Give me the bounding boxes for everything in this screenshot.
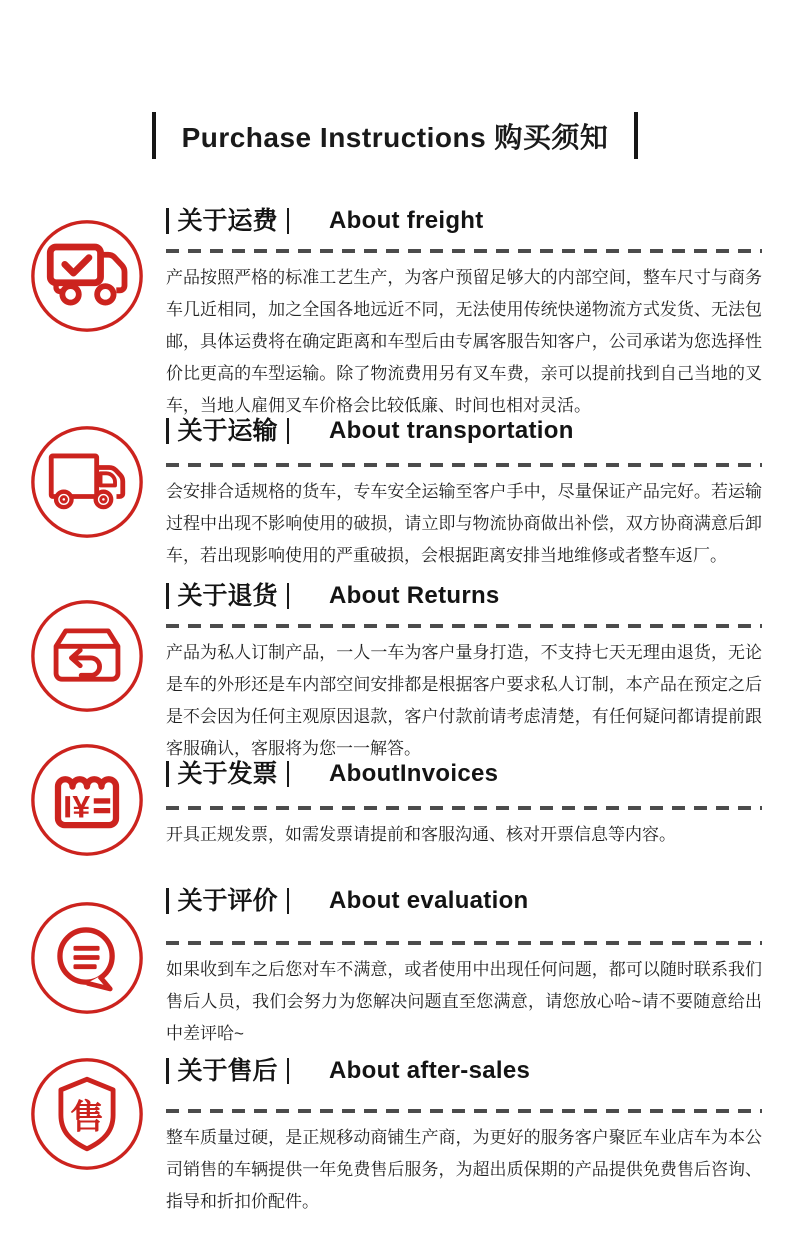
section-invoices	[0, 758, 790, 851]
dashed-divider	[166, 806, 762, 810]
title-left-bar	[166, 1058, 169, 1084]
title-left-bar	[166, 208, 169, 234]
title-right-bar	[287, 583, 290, 609]
dashed-divider	[166, 1109, 762, 1113]
shou-glyph: 售	[70, 1098, 104, 1137]
section-body-freight: 产品按照严格的标准工艺生产，为客户预留足够大的内部空间，整车尺寸与商务车几近相同，加之全国各地远近不同，无法使用传统快递物流方式发货、无法包邮，具体运费将在确定距离和车型后由专属客服告知客户，公司承诺为您选择性价比更高的车型运输。除了物流费用另有叉车费，亲可以提前找到自己当地的叉车，当地人雇佣叉车价格会比较低廉、时间也相对灵活。	[166, 268, 762, 415]
section-title-zh: 关于退货	[177, 582, 278, 610]
title-right-bar	[287, 208, 290, 234]
section-title-en: About freight	[329, 207, 484, 234]
title-right-bar	[287, 888, 290, 914]
section-title-zh: 关于运输	[177, 417, 278, 445]
dashed-divider	[166, 249, 762, 253]
section-title-zh: 关于运费	[177, 207, 278, 235]
section-title-transportation	[166, 415, 762, 447]
section-title-zh: 关于评价	[177, 887, 278, 915]
section-title-en: About transportation	[329, 417, 574, 444]
section-returns	[0, 580, 790, 765]
header-right-bar	[634, 112, 638, 159]
section-title-en: About after-sales	[329, 1057, 531, 1084]
section-after-sales	[0, 1055, 790, 1218]
dashed-divider	[166, 941, 762, 945]
section-transportation	[0, 415, 790, 572]
chat-bubble-icon	[29, 900, 145, 1016]
section-evaluation	[0, 885, 790, 1050]
section-body-invoices: 开具正规发票，如需发票请提前和客服沟通、核对开票信息等内容。	[166, 825, 676, 844]
page-title: Purchase Instructions 购买须知	[181, 121, 609, 153]
section-title-evaluation	[166, 885, 762, 917]
section-freight	[0, 205, 790, 422]
truck-check-icon	[29, 218, 145, 334]
title-right-bar	[287, 761, 290, 787]
title-right-bar	[287, 418, 290, 444]
section-title-after-sales	[166, 1055, 762, 1087]
title-left-bar	[166, 888, 169, 914]
section-body-after-sales: 整车质量过硬，是正规移动商铺生产商，为更好的服务客户聚匠车业店车为本公司销售的车辆提供一年免费售后服务，为超出质保期的产品提供免费售后咨询、指导和折扣价配件。	[166, 1128, 762, 1211]
return-box-icon	[29, 598, 145, 714]
title-left-bar	[166, 583, 169, 609]
section-title-en: About Returns	[329, 582, 500, 609]
section-body-returns: 产品为私人订制产品，一人一车为客户量身打造，不支持七天无理由退货，无论是车的外形还是车内部空间安排都是根据客户要求私人订制，本产品在预定之后是不会因为任何主观原因退款，客户付款前请考虑清楚，有任何疑问都请提前跟客服确认，客服将为您一一解答。	[166, 643, 762, 758]
section-body-evaluation: 如果收到车之后您对车不满意，或者使用中出现任何问题，都可以随时联系我们售后人员，我们会努力为您解决问题直至您满意，请您放心哈~请不要随意给出中差评哈~	[166, 960, 762, 1043]
title-left-bar	[166, 761, 169, 787]
page-header	[0, 112, 790, 159]
section-title-invoices	[166, 758, 762, 790]
section-title-freight	[166, 205, 762, 237]
dashed-divider	[166, 463, 762, 467]
section-title-en: About evaluation	[329, 887, 529, 914]
title-left-bar	[166, 418, 169, 444]
section-title-returns	[166, 580, 762, 612]
truck-icon	[29, 424, 145, 540]
dashed-divider	[166, 624, 762, 628]
header-left-bar	[152, 112, 156, 159]
invoice-icon	[29, 742, 145, 858]
shield-icon	[29, 1056, 145, 1172]
section-body-transportation: 会安排合适规格的货车，专车安全运输至客户手中，尽量保证产品完好。若运输过程中出现不影响使用的破损，请立即与物流协商做出补偿，双方协商满意后卸车，若出现影响使用的严重破损，会根据距离安排当地维修或者整车返厂。	[166, 482, 762, 565]
section-title-en: AboutInvoices	[329, 760, 499, 787]
section-title-zh: 关于发票	[177, 760, 278, 788]
section-title-zh: 关于售后	[177, 1057, 278, 1085]
yen-glyph: ¥	[72, 788, 91, 825]
title-right-bar	[287, 1058, 290, 1084]
